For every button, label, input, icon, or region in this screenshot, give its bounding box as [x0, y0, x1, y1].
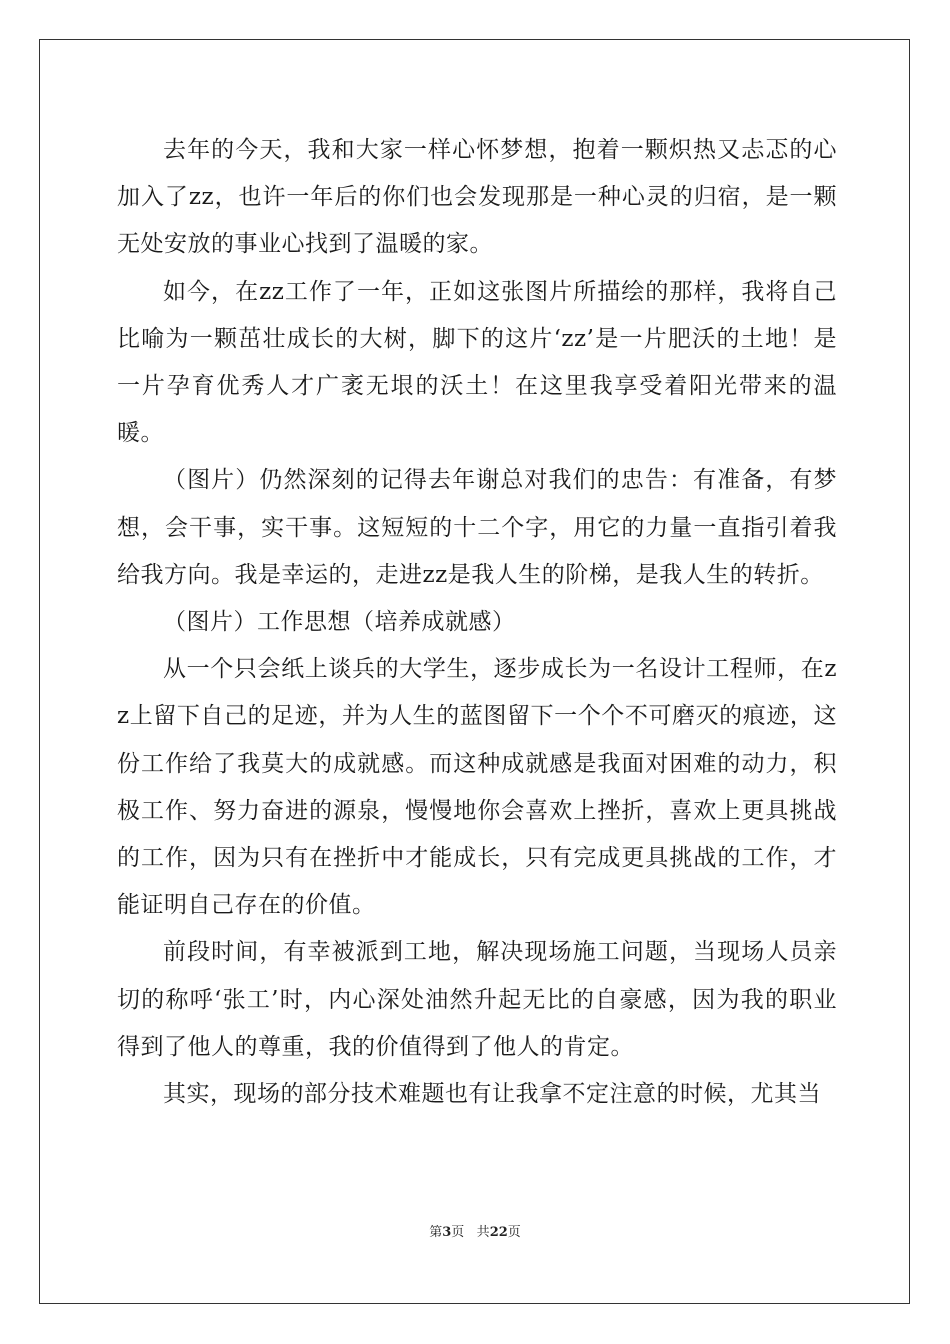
total-pages-number: 22	[489, 1225, 508, 1240]
footer-total-suffix: 页	[507, 1225, 521, 1240]
current-page-number: 3	[442, 1225, 452, 1240]
paragraph-6: 前段时间，有幸被派到工地，解决现场施工问题，当现场人员亲切的称呼‘张工’时，内心深处油然升起无比的自豪感，因为我的职业得到了他人的尊重，我的价值得到了他人的肯定。	[117, 939, 837, 1060]
footer-page-suffix: 页	[451, 1225, 465, 1240]
footer-prefix: 第	[429, 1225, 443, 1240]
paragraph-5: 从一个只会纸上谈兵的大学生，逐步成长为一名设计工程师，在zz上留下自己的足迹，并为人生的蓝图留下一个个不可磨灭的痕迹，这份工作给了我莫大的成就感。而这种成就感是我面对困难的动力，积极工作、努力奋进的源泉，慢慢地你会喜欢上挫折，喜欢上更具挑战的工作，因为只有在挫折中才能成长，只有完成更具挑战的工作，才能证明自己存在的价值。	[117, 656, 837, 919]
paragraph-4: （图片）工作思想（培养成就感）	[163, 609, 516, 636]
paragraph-3: （图片）仍然深刻的记得去年谢总对我们的忠告：有准备，有梦想，会干事，实干事。这短短的十二个字，用它的力量一直指引着我给我方向。我是幸运的，走进zz是我人生的阶梯，是我人生的转折。	[117, 467, 837, 588]
paragraph-7: 其实，现场的部分技术难题也有让我拿不定注意的时候，尤其当	[163, 1081, 821, 1108]
footer-total-prefix: 共	[476, 1225, 490, 1240]
paragraph-1: 去年的今天，我和大家一样心怀梦想，抱着一颗炽热又忐忑的心加入了zz，也许一年后的你们也会发现那是一种心灵的归宿，是一颗无处安放的事业心找到了温暖的家。	[117, 137, 837, 258]
page-footer	[0, 1221, 950, 1240]
document-body	[117, 127, 837, 1118]
paragraph-2: 如今，在zz工作了一年，正如这张图片所描绘的那样，我将自己比喻为一颗茁壮成长的大树，脚下的这片‘zz’是一片肥沃的土地！是一片孕育优秀人才广袤无垠的沃土！在这里我享受着阳光带来的温暖。	[117, 278, 837, 447]
